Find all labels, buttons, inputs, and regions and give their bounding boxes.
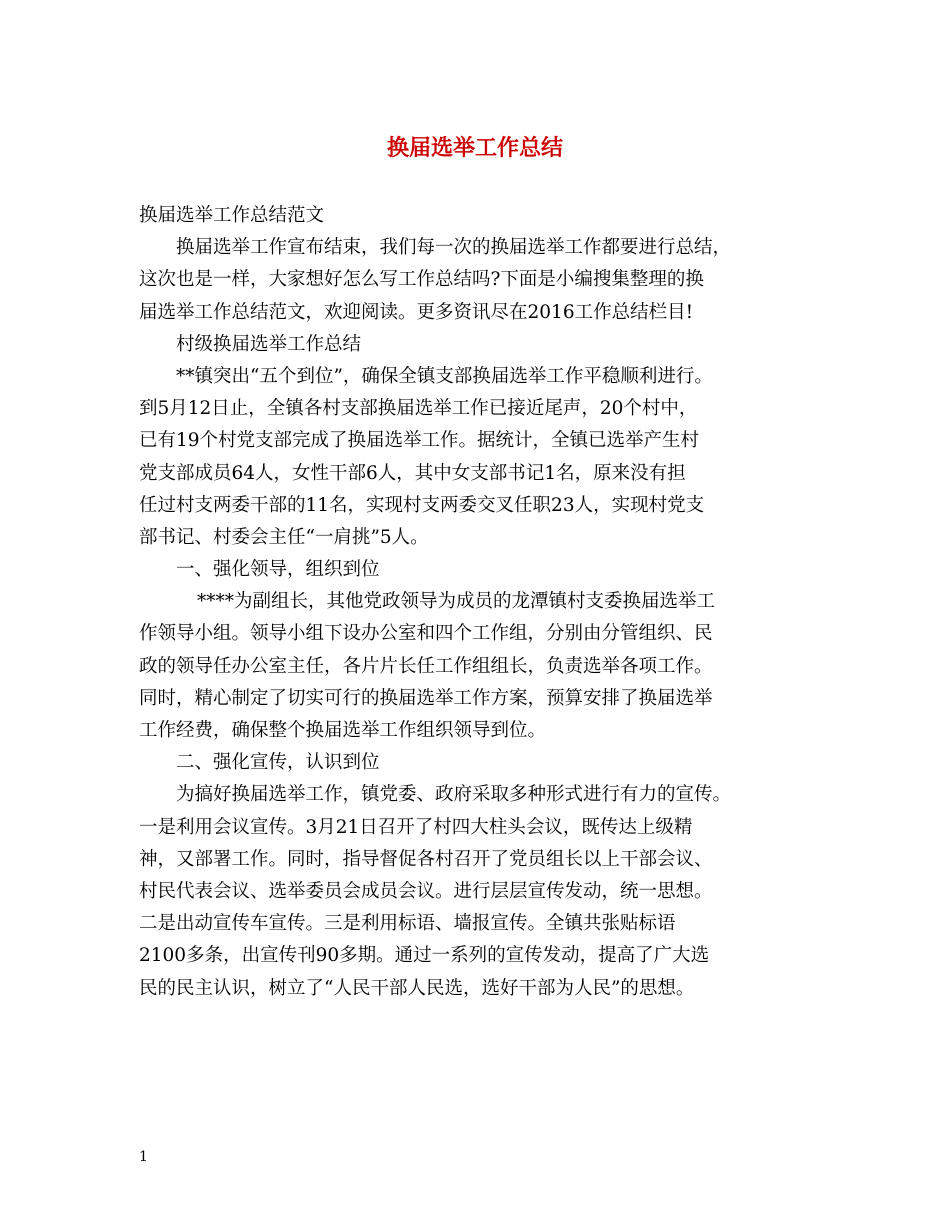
text-line: 到5月12日止，全镇各村支部换届选举工作已接近尾声，20个村中， (139, 398, 698, 420)
text-line: **镇突出“五个到位”，确保全镇支部换届选举工作平稳顺利进行。 (176, 365, 713, 387)
text-line: 一是利用会议宣传。3月21日召开了村四大柱头会议，既传达上级精 (139, 816, 693, 838)
text-line: 这次也是一样，大家想好怎么写工作总结吗?下面是小编搜集整理的换 (139, 269, 704, 291)
text-line: 民的民主认识，树立了“人民干部人民选，选好干部为人民”的思想。 (139, 977, 695, 999)
text-line: 二是出动宣传车宣传。三是利用标语、墙报宣传。全镇共张贴标语 (139, 913, 676, 935)
text-line: 村民代表会议、选举委员会成员会议。进行层层宣传发动，统一思想。 (139, 880, 713, 902)
page-number: 1 (139, 1149, 148, 1165)
text-line: 任过村支两委干部的11名，实现村支两委交叉任职23人，实现村党支 (139, 494, 705, 516)
text-line: 为搞好换届选举工作，镇党委、政府采取多种形式进行有力的宣传。 (176, 784, 732, 806)
text-line: 二、强化宣传，认识到位 (176, 752, 380, 774)
text-line: 换届选举工作宣布结束，我们每一次的换届选举工作都要进行总结， (176, 237, 732, 259)
text-line: 届选举工作总结范文，欢迎阅读。更多资讯尽在2016工作总结栏目! (139, 301, 694, 323)
text-line: 2100多条，出宣传刊90多期。通过一系列的宣传发动，提高了广大选 (139, 945, 710, 967)
text-line: 作领导小组。领导小组下设办公室和四个工作组，分别由分管组织、民 (139, 623, 713, 645)
text-line: 同时，精心制定了切实可行的换届选举工作方案，预算安排了换届选举 (139, 687, 713, 709)
text-line: 部书记、村委会主任“一肩挑”5人。 (139, 526, 429, 548)
document-title: 换届选举工作总结 (386, 135, 563, 161)
text-line: 村级换届选举工作总结 (176, 333, 362, 355)
text-line: ****为副组长，其他党政领导为成员的龙潭镇村支委换届选举工 (197, 591, 716, 613)
text-line: 已有19个村党支部完成了换届选举工作。据统计，全镇已选举产生村 (139, 430, 700, 452)
text-line: 工作经费，确保整个换届选举工作组织领导到位。 (139, 720, 547, 741)
document-body (139, 200, 829, 1005)
text-line: 一、强化领导，组织到位 (176, 559, 380, 581)
text-line: 党支部成员64人，女性干部6人，其中女支部书记1名，原来没有担 (139, 462, 686, 484)
text-line: 神，又部署工作。同时，指导督促各村召开了党员组长以上干部会议、 (139, 848, 713, 870)
text-line: 换届选举工作总结范文 (139, 205, 325, 226)
text-line: 政的领导任办公室主任，各片片长任工作组组长，负责选举各项工作。 (139, 655, 713, 677)
